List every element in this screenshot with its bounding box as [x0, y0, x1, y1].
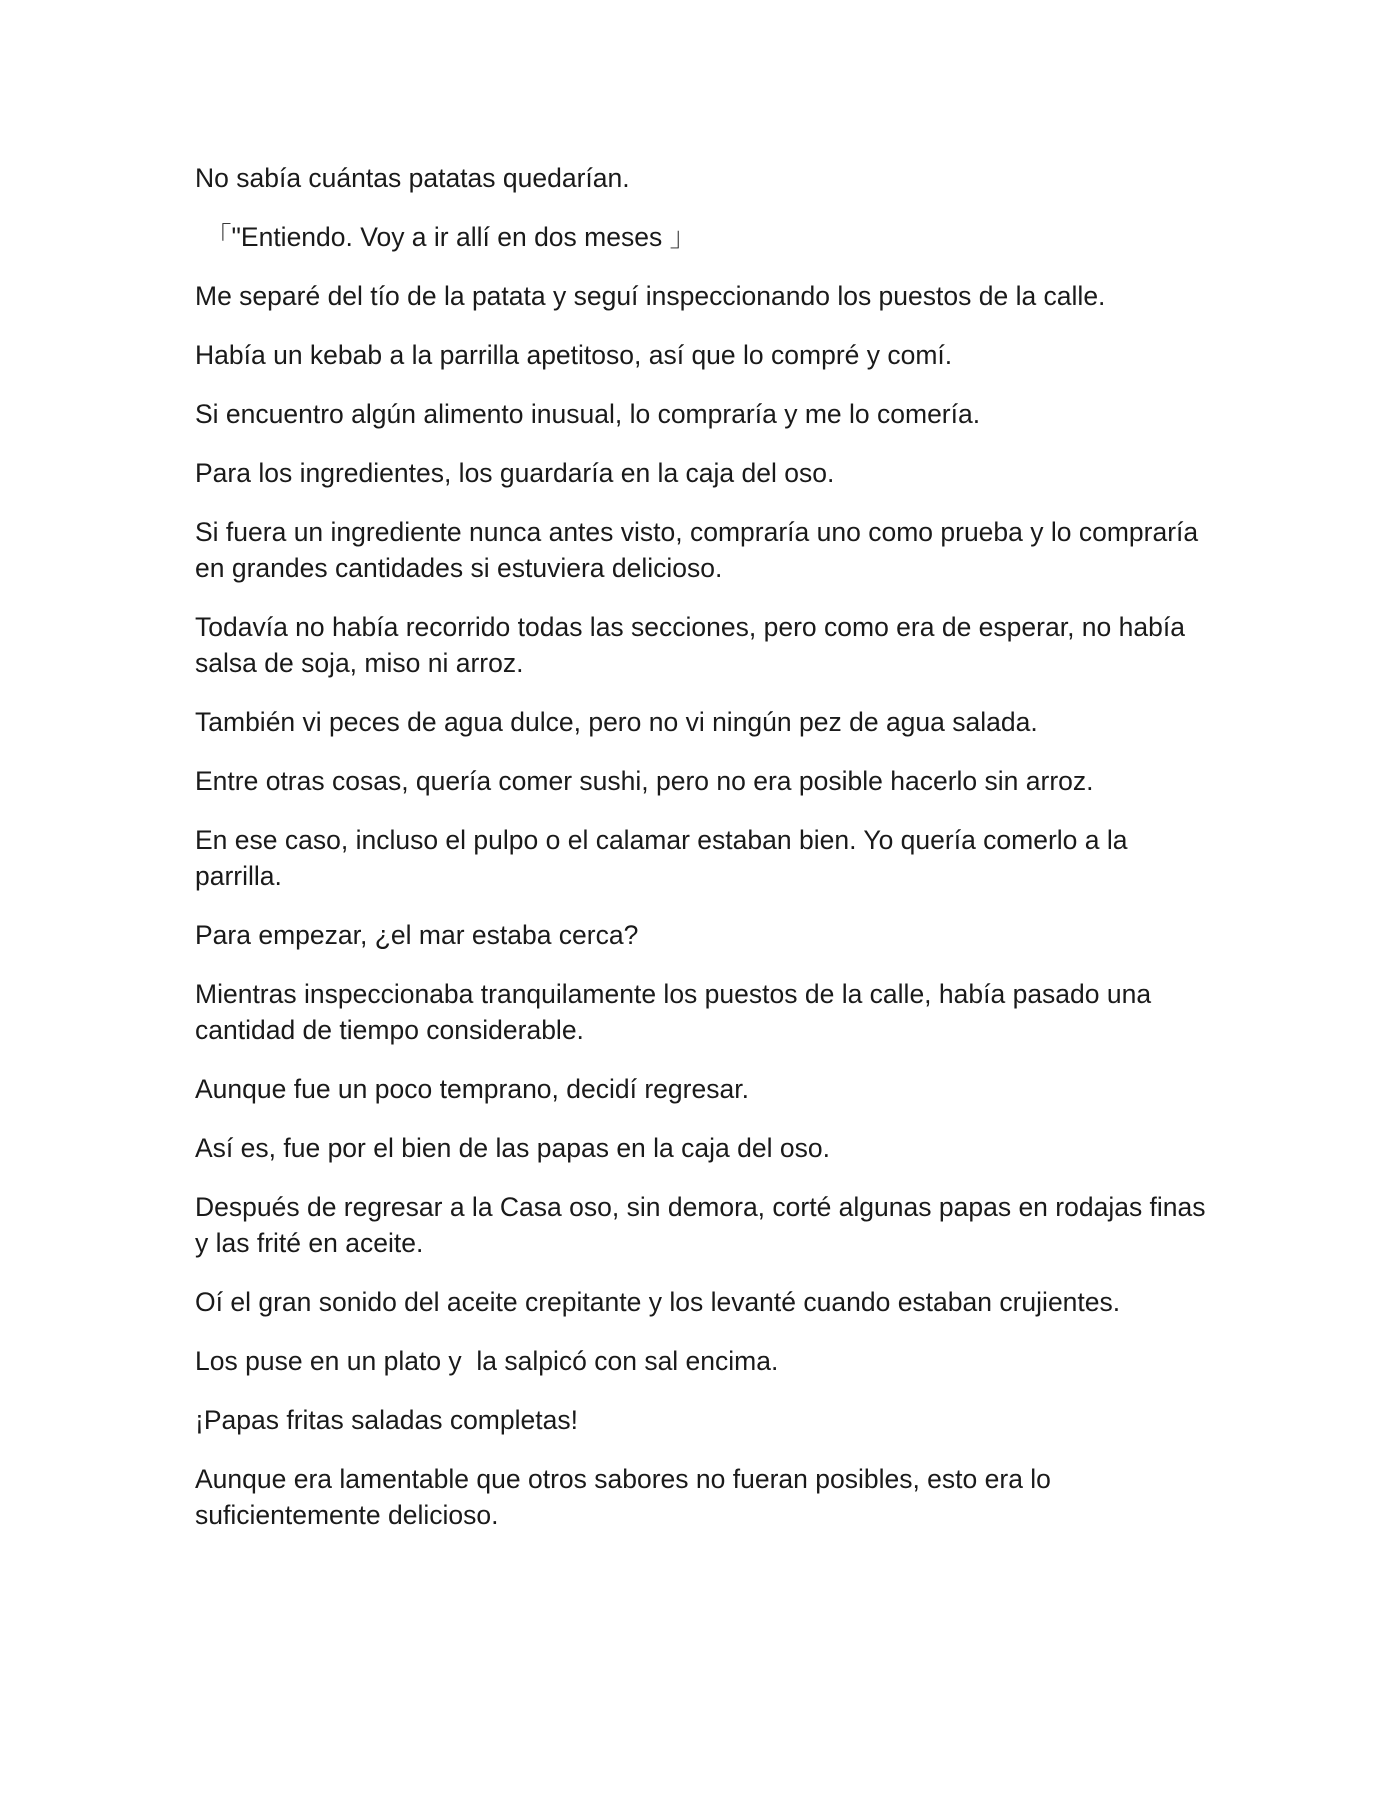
paragraph: Me separé del tío de la patata y seguí inspeccionando los puestos de la calle. [195, 281, 1106, 311]
paragraph: Aunque era lamentable que otros sabores no fueran posibles, esto era lo suficientemente delicioso. [195, 1464, 1059, 1530]
dialogue-paragraph: 「"Entiendo. Voy a ir allí en dos meses 」 [205, 222, 697, 252]
paragraph: También vi peces de agua dulce, pero no vi ningún pez de agua salada. [195, 707, 1038, 737]
paragraph: Aunque fue un poco temprano, decidí regresar. [195, 1074, 749, 1104]
document-body [195, 160, 1215, 1556]
paragraph: Todavía no había recorrido todas las secciones, pero como era de esperar, no había salsa de soja, miso ni arroz. [195, 612, 1193, 678]
paragraph: Oí el gran sonido del aceite crepitante y los levanté cuando estaban crujientes. [195, 1287, 1121, 1317]
paragraph: Después de regresar a la Casa oso, sin demora, corté algunas papas en rodajas finas y las frité en aceite. [195, 1192, 1213, 1258]
paragraph: Había un kebab a la parrilla apetitoso, así que lo compré y comí. [195, 340, 953, 370]
paragraph: Para los ingredientes, los guardaría en la caja del oso. [195, 458, 835, 488]
paragraph: Si fuera un ingrediente nunca antes visto, compraría uno como prueba y lo compraría en grandes cantidades si estuviera delicioso. [195, 517, 1206, 583]
paragraph: Entre otras cosas, quería comer sushi, pero no era posible hacerlo sin arroz. [195, 766, 1094, 796]
paragraph: Si encuentro algún alimento inusual, lo compraría y me lo comería. [195, 399, 981, 429]
paragraph: ¡Papas fritas saladas completas! [195, 1405, 578, 1435]
paragraph: Mientras inspeccionaba tranquilamente los puestos de la calle, había pasado una cantidad de tiempo considerable. [195, 979, 1159, 1045]
paragraph: Así es, fue por el bien de las papas en la caja del oso. [195, 1133, 830, 1163]
paragraph: No sabía cuántas patatas quedarían. [195, 163, 630, 193]
paragraph: Para empezar, ¿el mar estaba cerca? [195, 920, 639, 950]
paragraph: Los puse en un plato y la salpicó con sal encima. [195, 1346, 779, 1376]
paragraph: En ese caso, incluso el pulpo o el calamar estaban bien. Yo quería comerlo a la parrilla. [195, 825, 1135, 891]
